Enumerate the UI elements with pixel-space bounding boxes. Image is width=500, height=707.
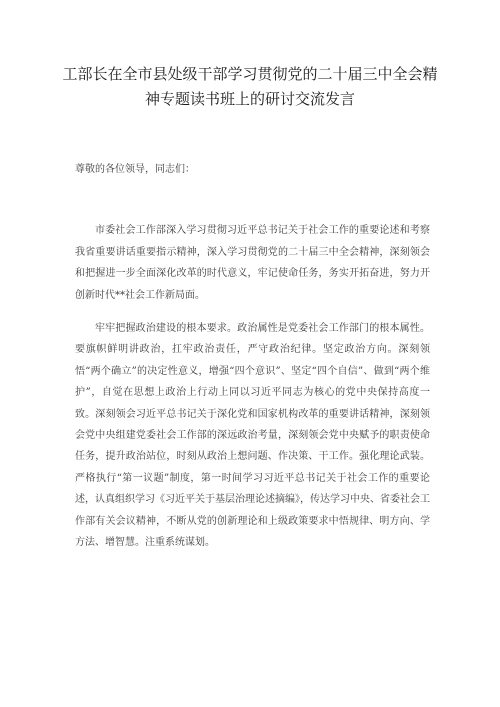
- document-title: 工部长在全市县处级干部学习贯彻党的二十届三中全会精神专题读书班上的研讨交流发言: [62, 65, 438, 108]
- salutation: 尊敬的各位领导，同志们：: [75, 164, 195, 175]
- paragraph-intro: 市委社会工作部深入学习贯彻习近平总书记关于社会工作的重要论述和考察我省重要讲话重要指示精神，深入学习贯彻党的二十届三中全会精神，深刻领会和把握进一步全面深化改革的时代意义，牢记使命任务，务实开拓奋进，努力开创新时代**社会工作新局面。: [75, 225, 430, 301]
- paragraph-political-construction: 牢牢把握政治建设的根本要求。政治属性是党委社会工作部门的根本属性。要旗帜鲜明讲政治，扛牢政治责任，严守政治纪律。坚定政治方向。深刻领悟“两个确立”的决定性意义，增强“四个意识”、坚定“四个自信”、做到“两个维护”，自觉在思想上政治上行动上同以习近平同志为核心的党中央保持高度一致。深刻领会习近平总书记关于深化党和国家机构改革的重要讲话精神，深刻领会党中央组建党委社会工作部的深远政治考量，深刻领会党中央赋予的职责使命任务，提升政治站位，时刻从政治上想问题、作决策、干工作。强化理论武装。严格执行“第一议题”制度，第一时间学习习近平总书记关于社会工作的重要论述，认真组织学习《习近平关于基层治理论述摘编》，传达学习中央、省委社会工作部有关会议精神，不断从党的创新理论和上级政策要求中悟规律、明方向、学方法、增智慧。注重系统谋划。: [75, 323, 430, 549]
